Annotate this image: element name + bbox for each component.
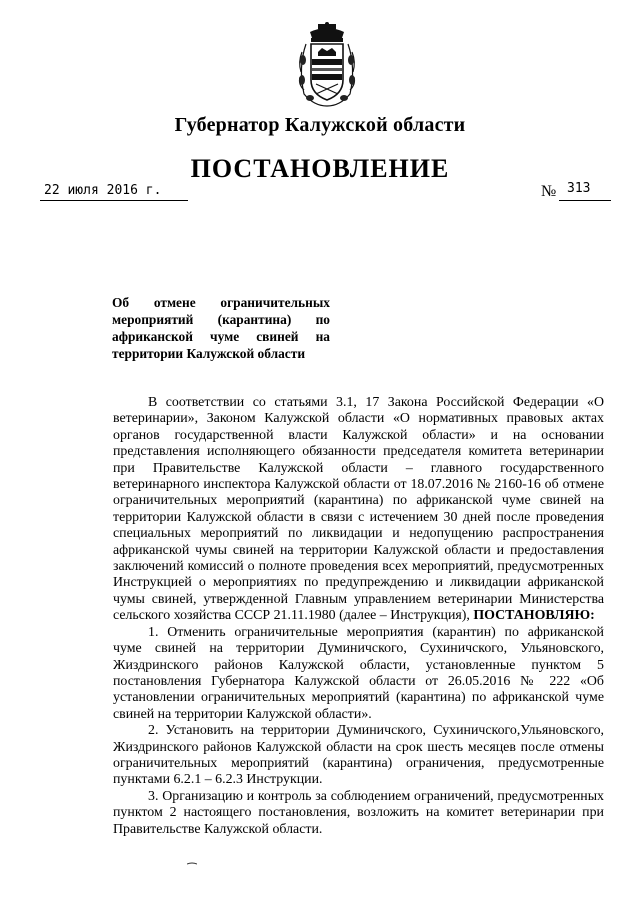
item-2-paragraph: 2. Установить на территории Думиничского, Сухиничского,Ульяновского, Жиздринского районов Калужской области на срок шесть месяцев после отмены ограничительных мероприятий (карантина) ограничения, предусмотренные пунктами 6.2.1 – 6.2.3 Инструкции. — [113, 723, 604, 788]
item-3-paragraph: 3. Организацию и контроль за соблюдением ограничений, предусмотренных пунктом 2 настоящего постановления, возложить на комитет ветеринарии при Правительстве Калужской области. — [113, 788, 604, 837]
issuer-title: Губернатор Калужской области — [174, 114, 466, 136]
decree-word: ПОСТАНОВЛЯЮ: — [473, 608, 595, 624]
preamble-text: В соответствии со статьями 3.1, 17 Закона Российской Федерации «О ветеринарии», Законом Калужской области «О нормативных правовых актах органов государственной власти Калужской области» и на основании представления исполняющего обязанности председателя комитета ветеринарии при Правительстве Калужской области – главного государственного ветеринарного инспектора Калужской области от 18.07.2016 № 2160-16 об отмене ограничительных мероприятий (карантина) по африканской чуме свиней на территории Калужской области в связи с истечением 30 дней после проведения специальных мероприятий по ликвидации и недопущению распространения африканской чумы свиней на территории Калужской области и предоставления заключений комиссий о полноте проведения всех мероприятий, предусмотренных Инструкцией о мероприятиях по предупреждению и ликвидации африканской чумы свиней, утвержденной Главным управлением ветеринарии Министерства сельского хозяйства СССР 21.11.1980 (далее – Инструкция), — [113, 395, 604, 624]
subject-line: африканской чуме свиней на — [112, 329, 330, 344]
item-1-paragraph: 1. Отменить ограничительные мероприятия (карантин) по африканской чуме свиней на территории Думиничского, Сухиничского, Ульяновского, Жиздринского районов Калужской области, установленные пунктом 5 постановления Губернатора Калужской области от 26.05.2016 № 222 «Об установлении ограничительных мероприятий (карантина) по африканской чуме свиней на территории Калужской области». — [113, 624, 604, 722]
document-type: ПОСТАНОВЛЕНИЕ — [190, 154, 450, 183]
subject-line: территории Калужской области — [112, 346, 306, 361]
document-number: 313 — [567, 181, 591, 196]
date-underline — [40, 200, 188, 201]
number-sign: № — [541, 183, 557, 200]
number-underline — [559, 200, 611, 201]
preamble-paragraph — [113, 395, 604, 625]
document-body — [113, 395, 604, 838]
document-subject — [112, 294, 330, 362]
subject-line: мероприятий (карантина) по — [112, 312, 330, 327]
stray-pen-mark — [187, 862, 197, 865]
subject-line: Об отмене ограничительных — [112, 295, 330, 310]
document-date: 22 июля 2016 г. — [44, 183, 162, 198]
coat-of-arms-emblem — [296, 22, 358, 108]
